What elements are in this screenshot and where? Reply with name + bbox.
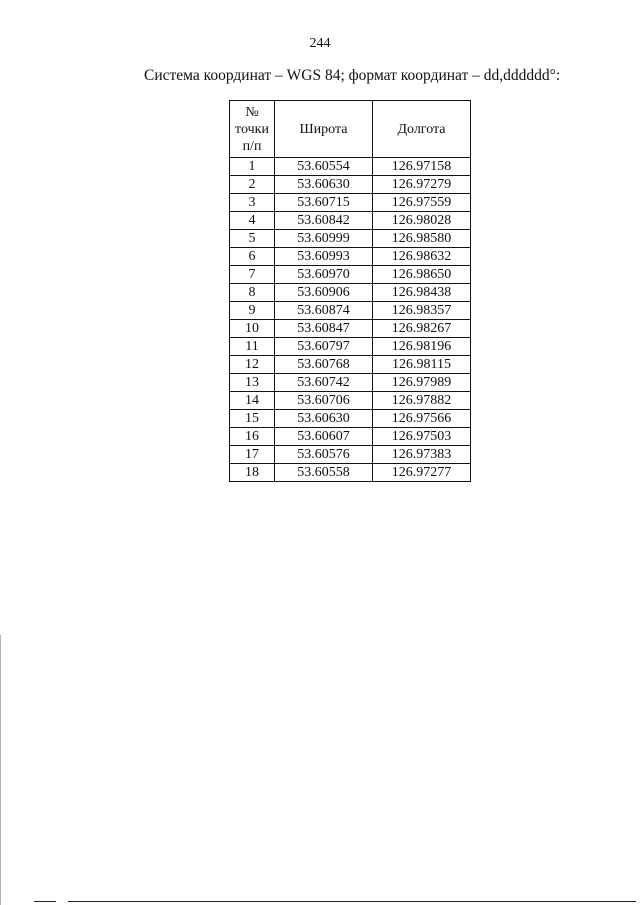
table-row bbox=[230, 230, 471, 248]
table-row bbox=[230, 284, 471, 302]
cell-longitude: 126.98196 bbox=[373, 338, 471, 356]
cell-longitude: 126.97559 bbox=[373, 194, 471, 212]
cell-latitude: 53.60847 bbox=[275, 320, 373, 338]
cell-point-number: 2 bbox=[230, 176, 275, 194]
scan-left-edge bbox=[0, 635, 1, 905]
table-row bbox=[230, 428, 471, 446]
scan-bottom-mark bbox=[34, 901, 56, 902]
table-row bbox=[230, 194, 471, 212]
cell-latitude: 53.60993 bbox=[275, 248, 373, 266]
table-row bbox=[230, 248, 471, 266]
cell-latitude: 53.60558 bbox=[275, 464, 373, 482]
cell-longitude: 126.97882 bbox=[373, 392, 471, 410]
cell-latitude: 53.60999 bbox=[275, 230, 373, 248]
header-point-number bbox=[230, 101, 275, 158]
cell-point-number: 8 bbox=[230, 284, 275, 302]
page-number: 244 bbox=[309, 36, 331, 51]
coordinates-table bbox=[229, 100, 471, 482]
header-point-word: точки bbox=[235, 121, 269, 137]
cell-point-number: 12 bbox=[230, 356, 275, 374]
cell-point-number: 16 bbox=[230, 428, 275, 446]
cell-latitude: 53.60742 bbox=[275, 374, 373, 392]
cell-latitude: 53.60607 bbox=[275, 428, 373, 446]
cell-point-number: 10 bbox=[230, 320, 275, 338]
cell-longitude: 126.98438 bbox=[373, 284, 471, 302]
table-row bbox=[230, 266, 471, 284]
header-order-abbrev: п/п bbox=[242, 138, 262, 154]
cell-longitude: 126.98267 bbox=[373, 320, 471, 338]
table-row bbox=[230, 158, 471, 176]
table-header-row bbox=[230, 101, 471, 158]
cell-longitude: 126.97383 bbox=[373, 446, 471, 464]
coordinate-system-caption: Система координат – WGS 84; формат координат – dd,dddddd°: bbox=[144, 67, 561, 84]
cell-point-number: 7 bbox=[230, 266, 275, 284]
cell-longitude: 126.97566 bbox=[373, 410, 471, 428]
cell-longitude: 126.98357 bbox=[373, 302, 471, 320]
cell-latitude: 53.60576 bbox=[275, 446, 373, 464]
cell-longitude: 126.97989 bbox=[373, 374, 471, 392]
cell-latitude: 53.60874 bbox=[275, 302, 373, 320]
table-row bbox=[230, 212, 471, 230]
cell-latitude: 53.60706 bbox=[275, 392, 373, 410]
cell-latitude: 53.60970 bbox=[275, 266, 373, 284]
cell-latitude: 53.60842 bbox=[275, 212, 373, 230]
cell-latitude: 53.60906 bbox=[275, 284, 373, 302]
cell-point-number: 6 bbox=[230, 248, 275, 266]
cell-point-number: 11 bbox=[230, 338, 275, 356]
header-latitude: Широта bbox=[275, 101, 373, 158]
cell-latitude: 53.60797 bbox=[275, 338, 373, 356]
cell-latitude: 53.60715 bbox=[275, 194, 373, 212]
cell-point-number: 9 bbox=[230, 302, 275, 320]
table-row bbox=[230, 392, 471, 410]
scan-bottom-line bbox=[68, 901, 636, 902]
cell-longitude: 126.97503 bbox=[373, 428, 471, 446]
table-row bbox=[230, 446, 471, 464]
cell-latitude: 53.60768 bbox=[275, 356, 373, 374]
table-row bbox=[230, 356, 471, 374]
cell-latitude: 53.60554 bbox=[275, 158, 373, 176]
cell-point-number: 5 bbox=[230, 230, 275, 248]
table-row bbox=[230, 176, 471, 194]
cell-point-number: 17 bbox=[230, 446, 275, 464]
cell-point-number: 4 bbox=[230, 212, 275, 230]
cell-longitude: 126.98028 bbox=[373, 212, 471, 230]
table-row bbox=[230, 302, 471, 320]
cell-point-number: 13 bbox=[230, 374, 275, 392]
cell-point-number: 18 bbox=[230, 464, 275, 482]
table-row bbox=[230, 410, 471, 428]
table-row bbox=[230, 464, 471, 482]
cell-latitude: 53.60630 bbox=[275, 410, 373, 428]
cell-point-number: 3 bbox=[230, 194, 275, 212]
cell-point-number: 14 bbox=[230, 392, 275, 410]
cell-longitude: 126.98650 bbox=[373, 266, 471, 284]
table-row bbox=[230, 320, 471, 338]
table-row bbox=[230, 374, 471, 392]
cell-point-number: 15 bbox=[230, 410, 275, 428]
cell-point-number: 1 bbox=[230, 158, 275, 176]
cell-longitude: 126.97277 bbox=[373, 464, 471, 482]
cell-longitude: 126.98632 bbox=[373, 248, 471, 266]
cell-longitude: 126.97158 bbox=[373, 158, 471, 176]
cell-longitude: 126.97279 bbox=[373, 176, 471, 194]
header-number-sign: № bbox=[245, 104, 259, 120]
cell-longitude: 126.98115 bbox=[373, 356, 471, 374]
cell-longitude: 126.98580 bbox=[373, 230, 471, 248]
header-longitude: Долгота bbox=[373, 101, 471, 158]
cell-latitude: 53.60630 bbox=[275, 176, 373, 194]
table-row bbox=[230, 338, 471, 356]
